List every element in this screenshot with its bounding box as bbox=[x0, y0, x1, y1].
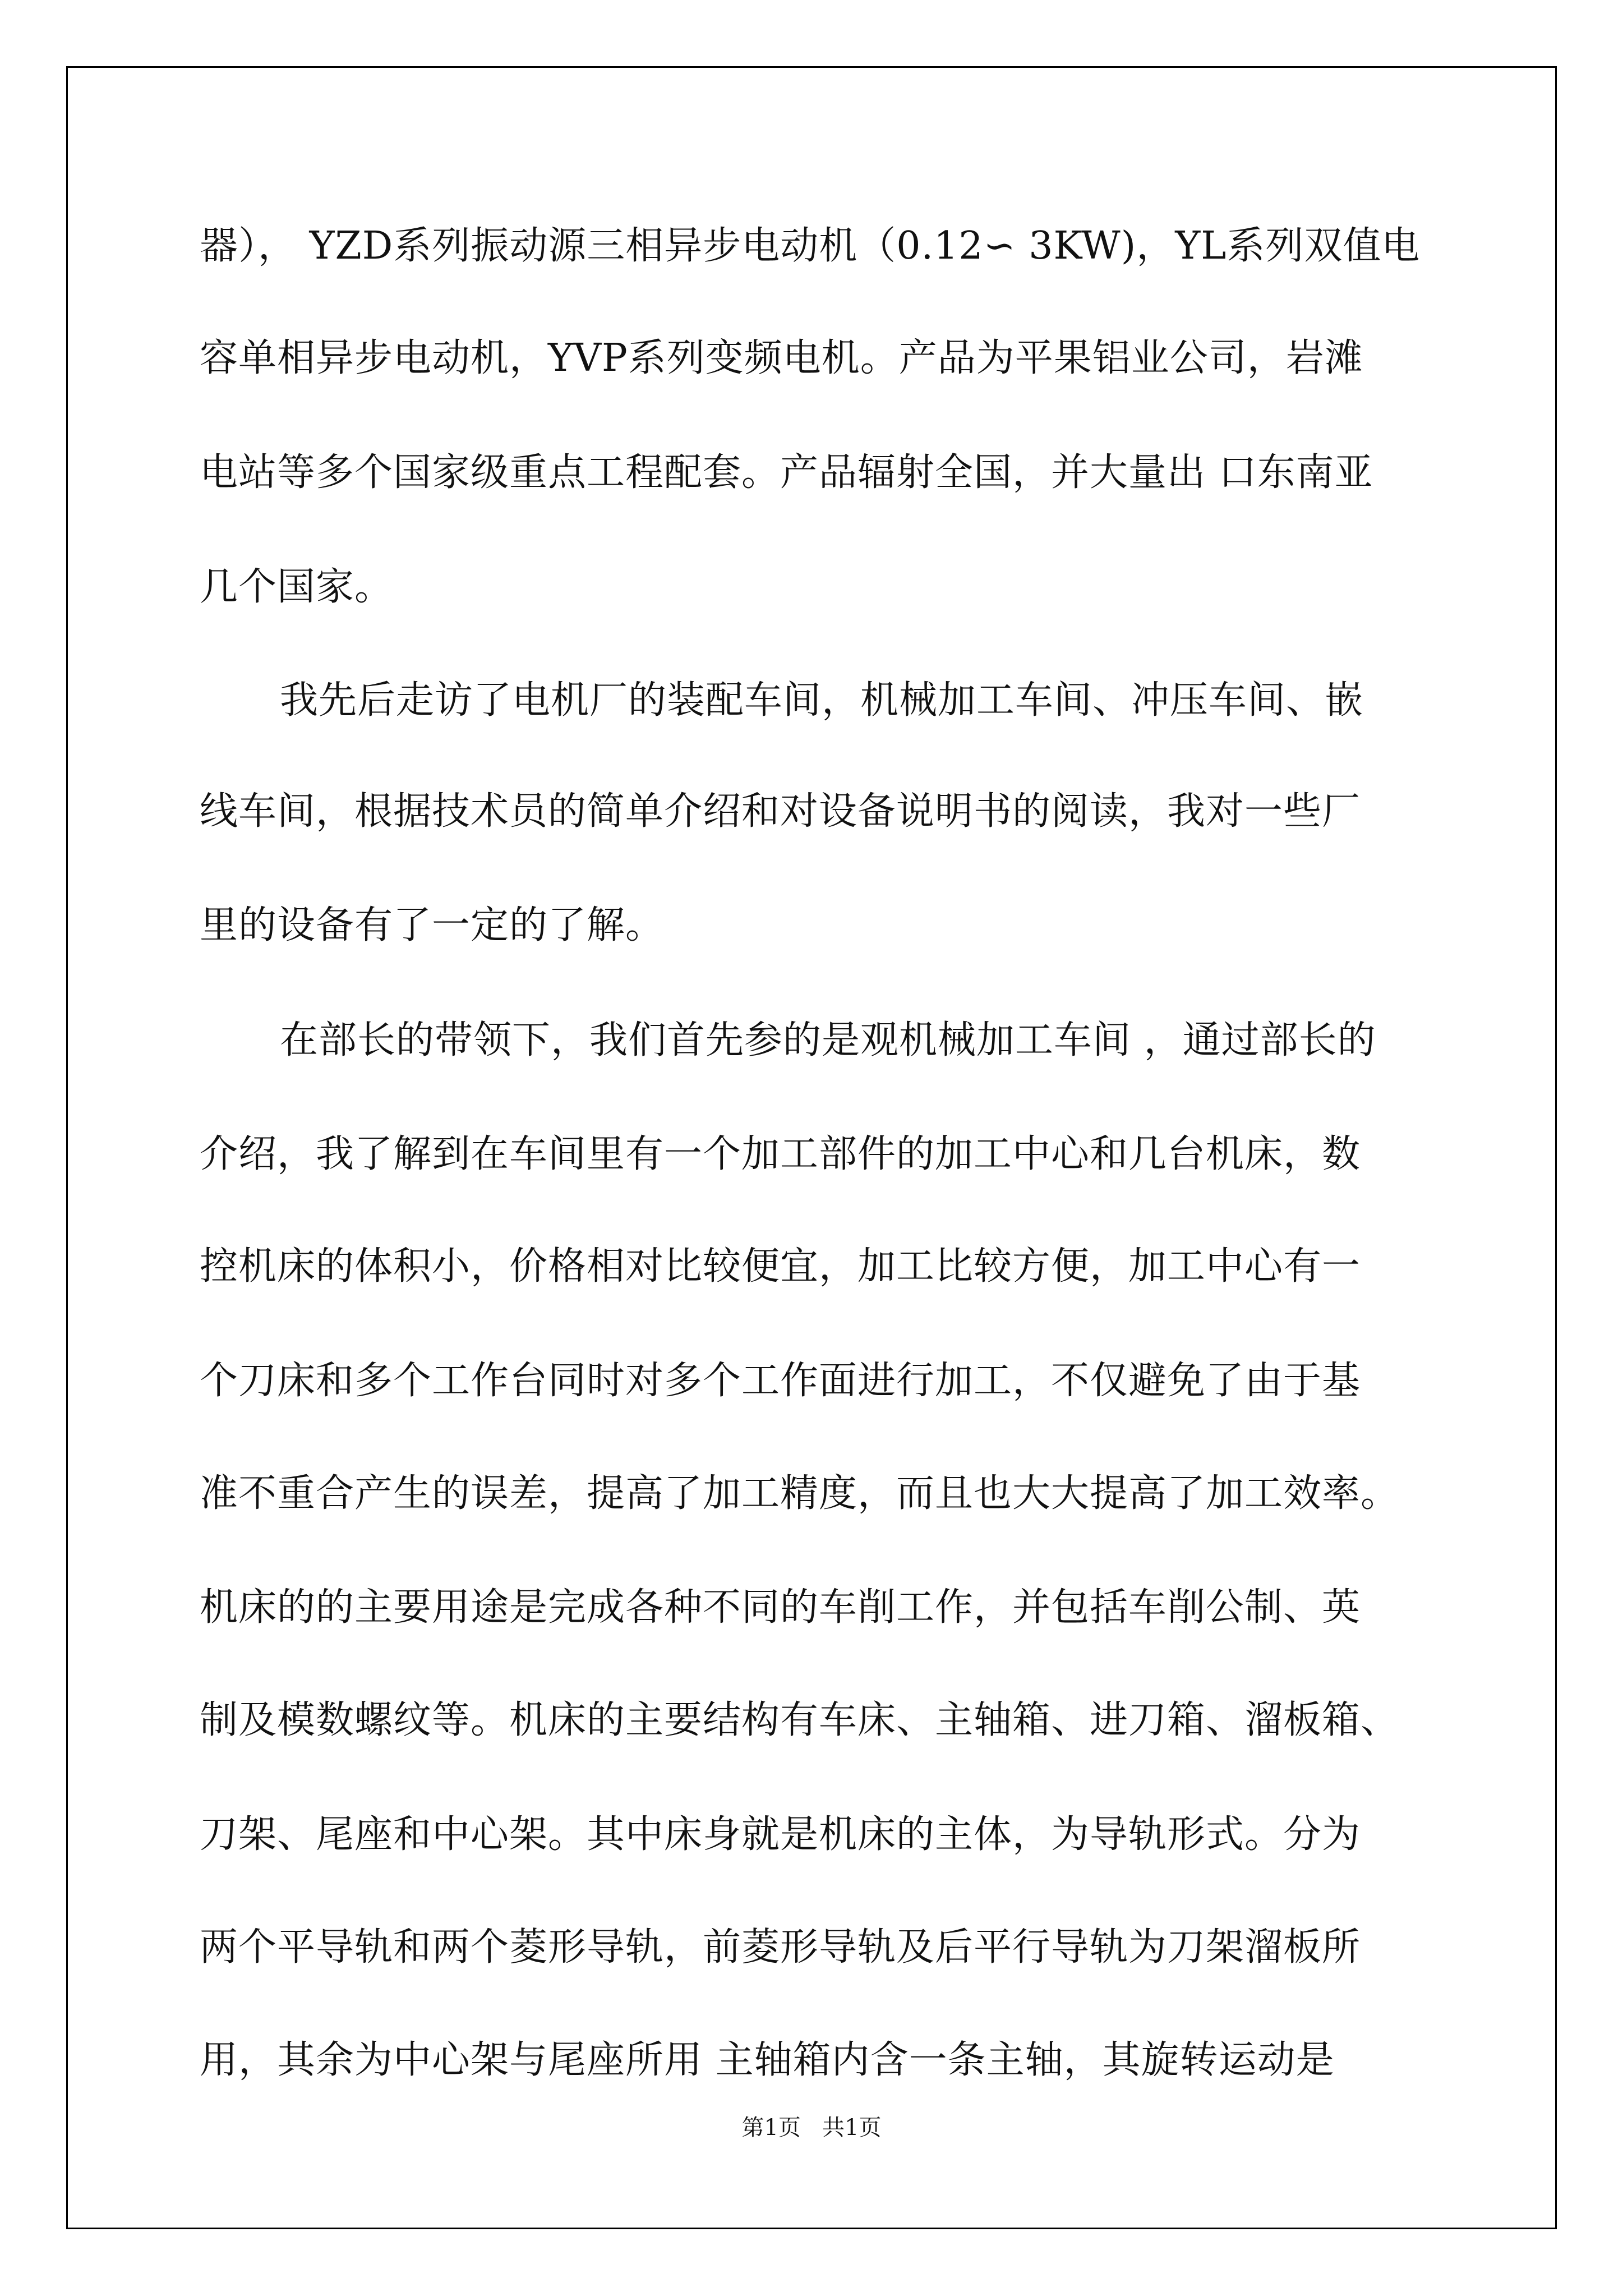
body-text-line: 准不重合产生的误差，提高了加工精度，而且也大大提高了加工效率。 bbox=[200, 1471, 1400, 1516]
body-text-line: 控机床的体积小，价格相对比较便宜，加工比较方便，加工中心有一 bbox=[200, 1244, 1361, 1289]
paragraph-start-line: 我先后走访了电机厂的装配车间，机械加工车间、冲压车间、嵌 bbox=[280, 678, 1364, 723]
body-text-line: 几个国家。 bbox=[200, 565, 394, 609]
body-text-line: 里的设备有了一定的了解。 bbox=[200, 903, 665, 947]
body-text-line: 用，其余为中心架与尾座所用 主轴箱内含一条主轴，其旋转运动是 bbox=[200, 2038, 1335, 2082]
body-text-line: 制及模数螺纹等。机床的主要结构有车床、主轴箱、进刀箱、溜板箱、 bbox=[200, 1698, 1400, 1742]
page-number-footer: 第1页 共1页 bbox=[741, 2115, 882, 2141]
body-text-line: 介绍，我了解到在车间里有一个加工部件的加工中心和几台机床，数 bbox=[200, 1132, 1361, 1176]
body-text-line: 线车间，根据技术员的简单介绍和对设备说明书的阅读，我对一些厂 bbox=[200, 789, 1361, 834]
body-text-line: 两个平导轨和两个菱形导轨，前菱形导轨及后平行导轨为刀架溜板所 bbox=[200, 1925, 1361, 1970]
body-text-line: 电站等多个国家级重点工程配套。产品辐射全国，并大量出 口东南亚 bbox=[200, 450, 1373, 495]
body-text-line: 容单相异步电动机，YVP系列变频电机。产品为平果铝业公司，岩滩 bbox=[200, 336, 1363, 380]
body-text-line: 机床的的主要用途是完成各种不同的车削工作，并包括车削公制、英 bbox=[200, 1585, 1361, 1630]
paragraph-start-line: 在部长的带领下，我们首先参的是观机械加工车间 ，通过部长的 bbox=[280, 1018, 1376, 1062]
body-text-line: 器）， YZD系列振动源三相异步电动机（0.12∽ 3KW)，YL系列双值电 bbox=[200, 224, 1421, 268]
body-text-line: 个刀床和多个工作台同时对多个工作面进行加工，不仅避免了由于基 bbox=[200, 1359, 1361, 1403]
body-text-line: 刀架、尾座和中心架。其中床身就是机床的主体，为导轨形式。分为 bbox=[200, 1812, 1361, 1857]
